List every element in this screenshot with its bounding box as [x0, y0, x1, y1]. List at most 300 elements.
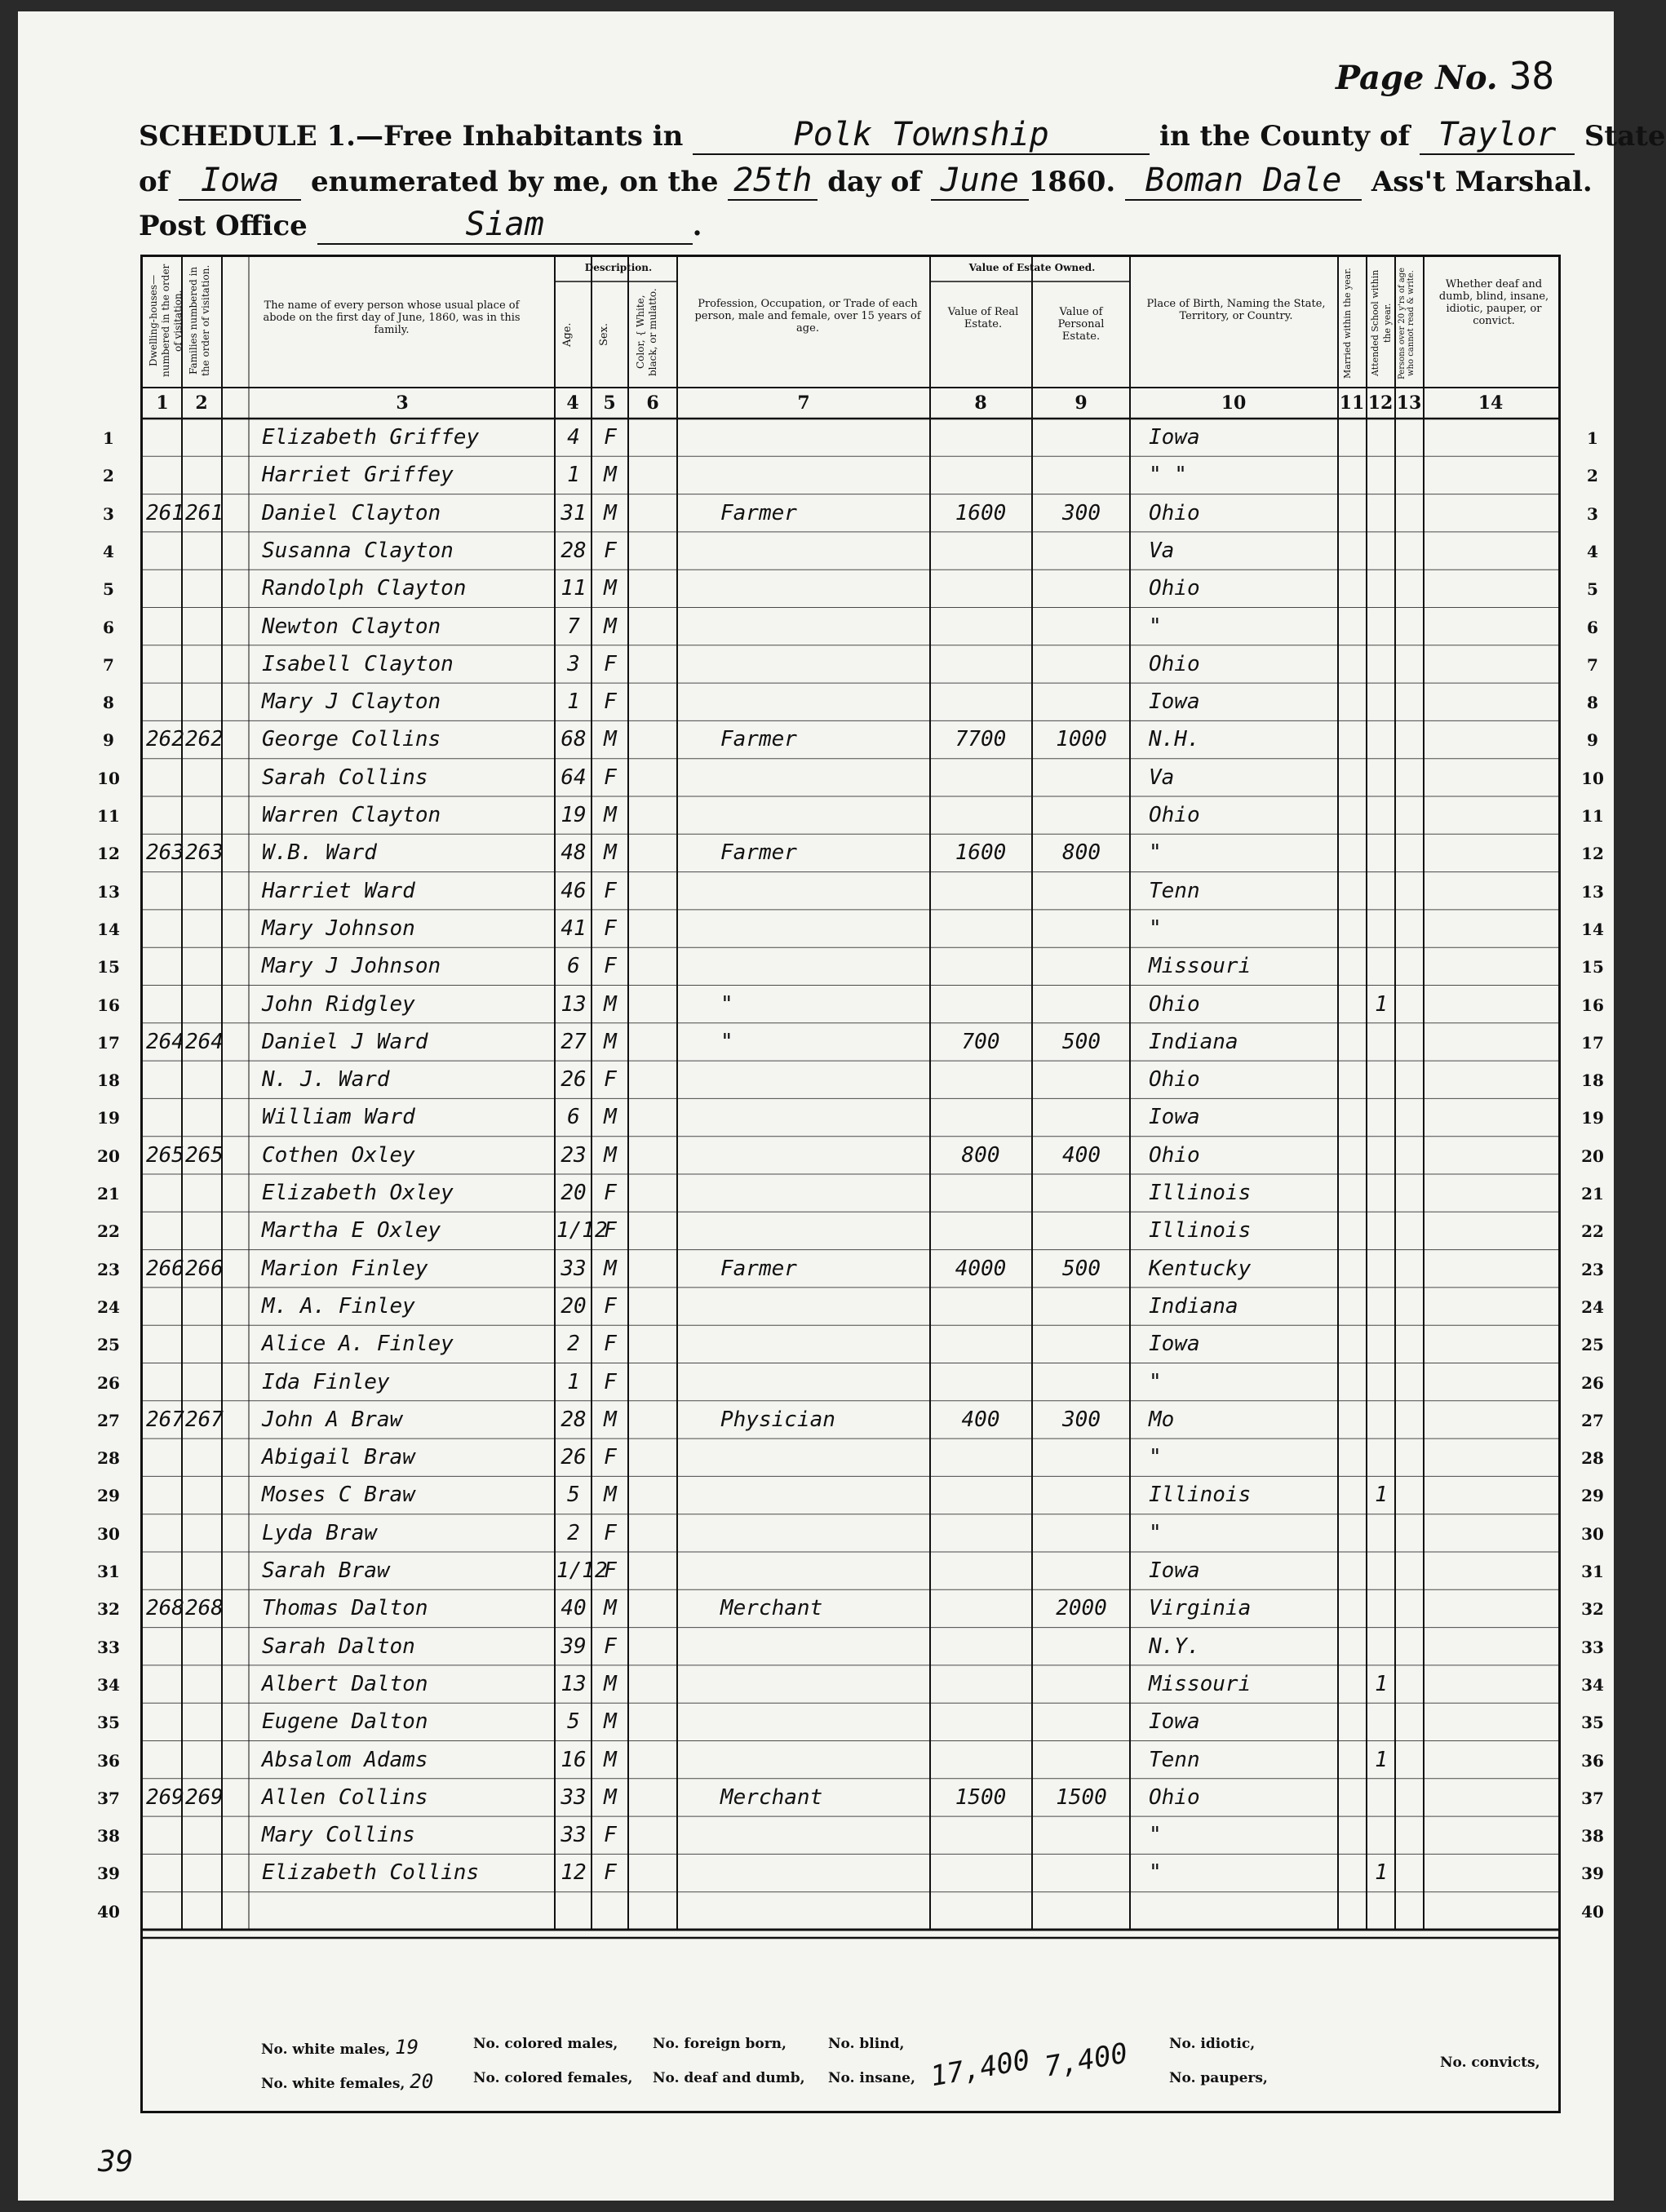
- real-estate-value: 1600: [955, 500, 1007, 525]
- day: 25th: [728, 162, 817, 201]
- age: 39: [561, 1634, 587, 1659]
- table-row: [143, 685, 1558, 720]
- state: Iowa: [179, 162, 301, 201]
- place-of-birth: Kentucky: [1149, 1256, 1252, 1281]
- age: 68: [561, 727, 587, 752]
- insane-label: No. insane,: [828, 2070, 915, 2086]
- person-name: Alice A. Finley: [262, 1332, 454, 1357]
- dwelling-number: 262: [146, 727, 184, 752]
- row-number-left: 20: [97, 1146, 120, 1166]
- col-13-header: Persons over 20 y'rs of age who cannot read & write.: [1398, 267, 1416, 379]
- person-name: Elizabeth Oxley: [262, 1181, 454, 1205]
- place-of-birth: ": [1149, 1520, 1162, 1545]
- col-7-header: Profession, Occupation, or Trade of each person, male and female, over 15 years of age.: [694, 298, 921, 335]
- table-row: [143, 534, 1558, 570]
- sex: M: [604, 840, 617, 866]
- col-5-header: Sex.: [598, 322, 610, 347]
- person-name: Marion Finley: [262, 1256, 428, 1281]
- row-number-left: 38: [97, 1826, 120, 1846]
- column-number-14: 14: [1478, 392, 1504, 414]
- county: Taylor: [1420, 116, 1575, 155]
- row-number-left: 14: [97, 919, 120, 939]
- age: 1: [567, 1369, 580, 1394]
- person-name: Susanna Clayton: [262, 538, 454, 563]
- person-name: W.B. Ward: [262, 840, 377, 866]
- row-number-right: 28: [1581, 1448, 1604, 1469]
- place-of-birth: Missouri: [1149, 954, 1252, 979]
- person-name: Absalom Adams: [262, 1747, 428, 1772]
- census-page: [18, 11, 1666, 2201]
- person-name: Elizabeth Collins: [262, 1860, 480, 1886]
- month: June: [931, 162, 1029, 201]
- family-number: 267: [185, 1407, 224, 1432]
- row-number-left: 35: [97, 1713, 120, 1733]
- person-name: Martha E Oxley: [262, 1218, 441, 1243]
- table-row: [143, 1743, 1558, 1779]
- row-number-right: 24: [1581, 1297, 1604, 1317]
- column-number-4: 4: [566, 392, 579, 414]
- row-number-left: 27: [97, 1410, 120, 1430]
- place-of-birth: Iowa: [1149, 425, 1200, 450]
- table-row: [143, 420, 1558, 456]
- sex: M: [604, 1483, 617, 1508]
- family-number: 269: [185, 1784, 224, 1810]
- personal-estate-value: 2000: [1056, 1596, 1107, 1621]
- column-number-8: 8: [974, 392, 987, 414]
- person-name: Elizabeth Griffey: [262, 425, 480, 450]
- place-of-birth: Ohio: [1149, 803, 1200, 827]
- sex: F: [604, 425, 617, 450]
- age: 12: [561, 1860, 587, 1886]
- age: 2: [567, 1332, 580, 1357]
- column-number-5: 5: [603, 392, 616, 414]
- row-number-left: 21: [97, 1184, 120, 1204]
- table-row: [143, 1780, 1558, 1816]
- row-number-left: 7: [103, 654, 114, 675]
- age: 1/12: [556, 1558, 608, 1583]
- row-number-left: 18: [97, 1071, 120, 1091]
- row-number-right: 10: [1581, 768, 1604, 788]
- column-number-9: 9: [1074, 392, 1088, 414]
- column-number-7: 7: [797, 392, 810, 414]
- real-estate-value: 7700: [955, 727, 1007, 752]
- row-number-right: 39: [1581, 1864, 1604, 1884]
- township: Polk Township: [693, 116, 1150, 155]
- table-row: [143, 647, 1558, 683]
- table-row: [143, 798, 1558, 834]
- person-name: Daniel Clayton: [262, 500, 441, 525]
- row-number-left: 13: [97, 881, 120, 902]
- row-number-right: 35: [1581, 1713, 1604, 1733]
- row-number-left: 2: [103, 466, 114, 486]
- row-number-left: 30: [97, 1523, 120, 1544]
- heading-line-1: [139, 116, 1666, 155]
- page-number-value: 38: [1509, 54, 1555, 98]
- real-estate-value: 1600: [955, 840, 1007, 866]
- row-number-right: 18: [1581, 1071, 1604, 1091]
- place-of-birth: ": [1149, 1445, 1162, 1470]
- occupation: ": [720, 991, 733, 1017]
- paupers-label: No. paupers,: [1169, 2070, 1268, 2086]
- attended-school: 1: [1375, 1483, 1388, 1508]
- place-of-birth: Ohio: [1149, 1142, 1200, 1168]
- row-number-right: 11: [1581, 806, 1604, 826]
- sex: F: [604, 1823, 617, 1848]
- place-of-birth: Iowa: [1149, 1558, 1200, 1583]
- row-number-left: 40: [97, 1901, 120, 1922]
- row-number-left: 25: [97, 1335, 120, 1355]
- table-row: [143, 1025, 1558, 1061]
- row-number-right: 40: [1581, 1901, 1604, 1922]
- place-of-birth: Mo: [1149, 1407, 1175, 1432]
- person-name: Mary J Clayton: [262, 689, 441, 715]
- sex: F: [604, 1332, 617, 1357]
- sex: M: [604, 1596, 617, 1621]
- sex: M: [604, 1671, 617, 1696]
- dwelling-number: 266: [146, 1256, 184, 1281]
- colored-females-label: No. colored females,: [473, 2070, 633, 2086]
- place-of-birth: Virginia: [1149, 1596, 1252, 1621]
- person-name: Cothen Oxley: [262, 1142, 415, 1168]
- table-row: [143, 1252, 1558, 1288]
- person-name: Warren Clayton: [262, 803, 441, 827]
- occupation: Farmer: [720, 840, 797, 866]
- family-number: 262: [185, 727, 224, 752]
- age: 1/12: [556, 1218, 608, 1243]
- person-name: Ida Finley: [262, 1369, 390, 1394]
- personal-estate-value: 500: [1062, 1029, 1101, 1054]
- place-of-birth: Illinois: [1149, 1483, 1252, 1508]
- row-number-right: 7: [1587, 654, 1598, 675]
- real-estate-value: 700: [961, 1029, 1000, 1054]
- table-row: [143, 1554, 1558, 1589]
- row-number-right: 31: [1581, 1562, 1604, 1581]
- table-row: [143, 1403, 1558, 1438]
- person-name: Allen Collins: [262, 1784, 428, 1810]
- sex: F: [604, 1369, 617, 1394]
- idiotic-label: No. idiotic,: [1169, 2036, 1256, 2052]
- place-of-birth: ": [1149, 840, 1162, 866]
- row-number-right: 26: [1581, 1372, 1604, 1393]
- family-number: 266: [185, 1256, 224, 1281]
- occupation: Farmer: [720, 727, 797, 752]
- person-name: William Ward: [262, 1105, 415, 1130]
- sex: F: [604, 878, 617, 903]
- row-number-left: 6: [103, 617, 114, 637]
- row-number-right: 8: [1587, 693, 1598, 713]
- table-row: [143, 1629, 1558, 1665]
- sex: M: [604, 1256, 617, 1281]
- col-10-header: Place of Birth, Naming the State, Territory, or Country.: [1146, 298, 1326, 322]
- sex: F: [604, 1445, 617, 1470]
- personal-estate-value: 300: [1062, 500, 1101, 525]
- row-number-left: 3: [103, 503, 114, 524]
- person-name: John A Braw: [262, 1407, 403, 1432]
- place-of-birth: Missouri: [1149, 1671, 1252, 1696]
- dwelling-number: 261: [146, 500, 184, 525]
- row-number-left: 23: [97, 1259, 120, 1279]
- family-number: 263: [185, 840, 224, 866]
- table-row: [143, 1855, 1558, 1891]
- estate-header: Value of Estate Owned.: [968, 262, 1096, 273]
- dwelling-number: 263: [146, 840, 184, 866]
- day-label: day of: [827, 166, 921, 198]
- place-of-birth: " ": [1149, 463, 1187, 488]
- page-number-label: Page No.: [1336, 59, 1498, 97]
- row-number-left: 15: [97, 957, 120, 977]
- person-name: Thomas Dalton: [262, 1596, 428, 1621]
- table-row: [143, 1591, 1558, 1627]
- age: 13: [561, 1671, 587, 1696]
- row-number-left: 37: [97, 1788, 120, 1808]
- sex: M: [604, 576, 617, 601]
- occupation: ": [720, 1029, 733, 1054]
- col-8-header: Value of Real Estate.: [947, 306, 1019, 330]
- person-name: George Collins: [262, 727, 441, 752]
- table-row: [143, 760, 1558, 796]
- person-name: Mary Johnson: [262, 915, 415, 941]
- person-name: Sarah Dalton: [262, 1634, 415, 1659]
- row-number-right: 27: [1581, 1410, 1604, 1430]
- row-number-left: 17: [97, 1032, 120, 1053]
- table-row: [143, 722, 1558, 758]
- row-number-left: 10: [97, 768, 120, 788]
- table-row: [143, 1138, 1558, 1174]
- place-of-birth: Ohio: [1149, 1784, 1200, 1810]
- sex: M: [604, 614, 617, 639]
- place-of-birth: Ohio: [1149, 651, 1200, 676]
- row-number-left: 24: [97, 1297, 120, 1317]
- row-number-left: 9: [103, 730, 114, 751]
- white-females-summary: [261, 2070, 433, 2093]
- age: 33: [561, 1784, 587, 1810]
- sex: F: [604, 538, 617, 563]
- place-of-birth: N.Y.: [1149, 1634, 1200, 1659]
- real-estate-value: 800: [961, 1142, 1000, 1168]
- sex: M: [604, 1407, 617, 1432]
- row-number-left: 19: [97, 1108, 120, 1128]
- family-number: 265: [185, 1142, 224, 1168]
- table-row: [143, 911, 1558, 947]
- table-row: [143, 836, 1558, 871]
- row-number-right: 14: [1581, 919, 1604, 939]
- sex: M: [604, 1747, 617, 1772]
- family-number: 268: [185, 1596, 224, 1621]
- sex: M: [604, 803, 617, 827]
- real-estate-value: 4000: [955, 1256, 1007, 1281]
- place-of-birth: Iowa: [1149, 1332, 1200, 1357]
- age: 1: [567, 463, 580, 488]
- sex: F: [604, 1520, 617, 1545]
- row-number-left: 29: [97, 1486, 120, 1506]
- age: 28: [561, 538, 587, 563]
- real-estate-value: 400: [961, 1407, 1000, 1432]
- row-number-left: 4: [103, 541, 114, 561]
- column-number-3: 3: [396, 392, 409, 414]
- col-11-header: Married within the year.: [1342, 268, 1353, 379]
- dwelling-number: 269: [146, 1784, 184, 1810]
- white-females-label: No. white females,: [261, 2076, 405, 2092]
- margin-note: 39: [98, 2145, 134, 2179]
- place-of-birth: Ohio: [1149, 576, 1200, 601]
- age: 13: [561, 991, 587, 1017]
- heading-line-3: Post Office Siam .: [139, 206, 702, 243]
- row-number-right: 38: [1581, 1826, 1604, 1846]
- personal-estate-total-value: 7,400: [1042, 2037, 1131, 2084]
- sex: F: [604, 689, 617, 715]
- row-number-right: 6: [1587, 617, 1598, 637]
- row-number-right: 5: [1587, 579, 1598, 600]
- state-label: State: [1584, 120, 1666, 153]
- row-number-right: 19: [1581, 1108, 1604, 1128]
- place-of-birth: ": [1149, 915, 1162, 941]
- col-1-header: Dwelling-houses—numbered in the order of visitation.: [148, 264, 184, 378]
- place-of-birth: ": [1149, 1369, 1162, 1394]
- col-9-header: Value of Personal Estate.: [1057, 306, 1105, 343]
- column-number-12: 12: [1367, 392, 1394, 414]
- sex: M: [604, 727, 617, 752]
- table-row: [143, 1516, 1558, 1552]
- row-number-right: 16: [1581, 995, 1604, 1015]
- place-of-birth: N.H.: [1149, 727, 1200, 752]
- age: 46: [561, 878, 587, 903]
- row-number-right: 34: [1581, 1674, 1604, 1695]
- colored-males-label: No. colored males,: [473, 2036, 618, 2052]
- row-number-right: 13: [1581, 881, 1604, 902]
- personal-estate-value: 800: [1062, 840, 1101, 866]
- person-name: Lyda Braw: [262, 1520, 377, 1545]
- age: 4: [567, 425, 580, 450]
- person-name: Eugene Dalton: [262, 1709, 428, 1735]
- table-row: [143, 458, 1558, 494]
- table-row: [143, 571, 1558, 607]
- place-of-birth: ": [1149, 1823, 1162, 1848]
- place-of-birth: Ohio: [1149, 991, 1200, 1017]
- family-number: 261: [185, 500, 224, 525]
- person-name: Isabell Clayton: [262, 651, 454, 676]
- sex: F: [604, 1860, 617, 1886]
- age: 5: [567, 1709, 580, 1735]
- sex: F: [604, 1218, 617, 1243]
- column-number-6: 6: [646, 392, 659, 414]
- sex: M: [604, 463, 617, 488]
- row-number-right: 25: [1581, 1335, 1604, 1355]
- person-name: M. A. Finley: [262, 1293, 415, 1319]
- sex: M: [604, 1142, 617, 1168]
- col-4-header: Age.: [561, 322, 574, 347]
- real-estate-value: 1500: [955, 1784, 1007, 1810]
- age: 31: [561, 500, 587, 525]
- dwelling-number: 264: [146, 1029, 184, 1054]
- table-row: [143, 1704, 1558, 1740]
- row-number-left: 34: [97, 1674, 120, 1695]
- table-row: [143, 1440, 1558, 1476]
- row-number-right: 22: [1581, 1221, 1604, 1242]
- sex: F: [604, 1293, 617, 1319]
- sex: M: [604, 1105, 617, 1130]
- person-name: Sarah Collins: [262, 765, 428, 790]
- table-row: [143, 1289, 1558, 1325]
- column-number-13: 13: [1396, 392, 1422, 414]
- table-row: [143, 1327, 1558, 1363]
- deaf-dumb-label: No. deaf and dumb,: [653, 2070, 805, 2086]
- attended-school: 1: [1375, 1860, 1388, 1886]
- person-name: Harriet Ward: [262, 878, 415, 903]
- col-2-header: Families numbered in the order of visitation.: [188, 264, 211, 377]
- place-of-birth: Ohio: [1149, 1067, 1200, 1093]
- row-number-right: 15: [1581, 957, 1604, 977]
- sex: F: [604, 1634, 617, 1659]
- attended-school: 1: [1375, 991, 1388, 1017]
- census-table: [97, 255, 1604, 2113]
- table-row: [143, 1667, 1558, 1703]
- row-number-left: 12: [97, 844, 120, 864]
- age: 40: [561, 1596, 587, 1621]
- blind-label: No. blind,: [828, 2036, 905, 2052]
- row-number-right: 30: [1581, 1523, 1604, 1544]
- occupation: Farmer: [720, 500, 797, 525]
- post-office: Siam: [317, 206, 693, 245]
- column-number-2: 2: [195, 392, 208, 414]
- table-row: [143, 987, 1558, 1023]
- row-number-right: 17: [1581, 1032, 1604, 1053]
- table-row: [143, 1213, 1558, 1249]
- attended-school: 1: [1375, 1747, 1388, 1772]
- age: 6: [567, 1105, 580, 1130]
- person-name: Harriet Griffey: [262, 463, 454, 488]
- age: 28: [561, 1407, 587, 1432]
- sex: M: [604, 500, 617, 525]
- sex: M: [604, 1709, 617, 1735]
- place-of-birth: Illinois: [1149, 1181, 1252, 1205]
- age: 20: [561, 1293, 587, 1319]
- age: 27: [561, 1029, 587, 1054]
- white-males-label: No. white males,: [261, 2041, 391, 2058]
- table-row: [143, 1365, 1558, 1401]
- dwelling-number: 265: [146, 1142, 184, 1168]
- row-number-left: 33: [97, 1637, 120, 1657]
- of-label: of: [139, 166, 170, 198]
- row-number-left: 26: [97, 1372, 120, 1393]
- row-number-right: 33: [1581, 1637, 1604, 1657]
- person-name: John Ridgley: [262, 991, 415, 1017]
- place-of-birth: Illinois: [1149, 1218, 1252, 1243]
- row-number-left: 1: [103, 428, 114, 448]
- age: 1: [567, 689, 580, 715]
- column-number-10: 10: [1221, 392, 1247, 414]
- table-row: [143, 1894, 1558, 1930]
- place-of-birth: ": [1149, 614, 1162, 639]
- family-number: 264: [185, 1029, 224, 1054]
- age: 26: [561, 1445, 587, 1470]
- heading-line-2: [139, 162, 1593, 201]
- person-name: Randolph Clayton: [262, 576, 467, 601]
- age: 11: [561, 576, 587, 601]
- sex: F: [604, 954, 617, 979]
- column-number-11: 11: [1339, 392, 1365, 414]
- attended-school: 1: [1375, 1671, 1388, 1696]
- row-number-right: 29: [1581, 1486, 1604, 1506]
- row-number-right: 37: [1581, 1788, 1604, 1808]
- age: 23: [561, 1142, 587, 1168]
- age: 19: [561, 803, 587, 827]
- age: 33: [561, 1256, 587, 1281]
- row-number-left: 5: [103, 579, 114, 600]
- age: 6: [567, 954, 580, 979]
- place-of-birth: Indiana: [1149, 1029, 1238, 1054]
- row-number-right: 21: [1581, 1184, 1604, 1204]
- row-number-left: 28: [97, 1448, 120, 1469]
